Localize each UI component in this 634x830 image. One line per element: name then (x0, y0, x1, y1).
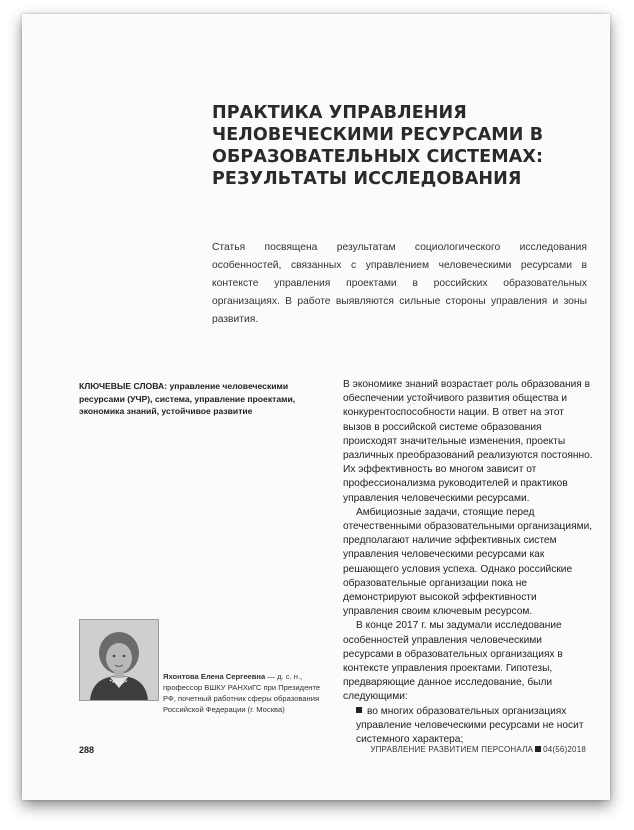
body-paragraph-2: Амбициозные задачи, стоящие перед отечественными образовательными организациями, предполагают наличие эффективных систем управления человеческими ресурсами как решающего условия успеха. Однако российские образовательные организации пока не демонстрируют высокой эффективности управления своим ключевым ресурсом. (343, 506, 593, 618)
journal-footer (370, 745, 586, 754)
square-separator-icon (535, 746, 541, 752)
body-paragraph-3: В конце 2017 г. мы задумали исследование особенностей управления человеческими ресурсами в образовательных организациях в контексте управления проектами. Гипотезы, предваряющие данное исследование, были следующими: (343, 620, 563, 703)
page-number: 288 (79, 745, 95, 755)
author-details: — д. с. н., профессор ВШКУ РАНХиГС при Президенте РФ, почетный работник сферы образования Российской Федерации (г. Москва) (163, 672, 321, 714)
journal-name: УПРАВЛЕНИЕ РАЗВИТИЕМ ПЕРСОНАЛА (370, 745, 534, 754)
journal-issue: 04(56)2018 (543, 745, 586, 754)
author-photo (79, 619, 159, 701)
article-title: ПРАКТИКА УПРАВЛЕНИЯ ЧЕЛОВЕЧЕСКИМИ РЕСУРСАМИ В ОБРАЗОВАТЕЛЬНЫХ СИСТЕМАХ: РЕЗУЛЬТАТЫ ИССЛЕДОВАНИЯ (212, 103, 544, 189)
body-bullet-1 (343, 705, 595, 748)
square-bullet-icon (356, 707, 362, 713)
bullet-text: во многих образовательных организациях управление человеческими ресурсами не носит системного характера; (356, 705, 584, 746)
author-portrait-icon (80, 620, 158, 700)
body-column (343, 378, 595, 747)
author-info (163, 671, 333, 715)
body-paragraph-1: В экономике знаний возрастает роль образования в обеспечении устойчивого развития общества и конкурентоспособности нации. В ответ на этот вызов в российской системе образования происходят значительные изменения, проекты различных преобразований реализуются постоянно. Их эффективность во многом зависит от профессионализма руководителей и практиков управления человеческими ресурсами. (343, 379, 593, 504)
author-name: Яхонтова Елена Сергеевна (163, 672, 266, 681)
keywords-label: КЛЮЧЕВЫЕ СЛОВА: (79, 381, 168, 391)
article-abstract: Статья посвящена результатам социологического исследования особенностей, связанных с управлением человеческими ресурсами в контексте управления проектами в российских образовательных организациях. В работе выявляются сильные стороны управления и зоны развития. (212, 242, 587, 325)
journal-page (22, 14, 610, 800)
keywords (79, 380, 319, 418)
keywords-text: управление человеческими ресурсами (УЧР), система, управление проектами, экономика знаний, устойчивое развитие (79, 381, 296, 416)
